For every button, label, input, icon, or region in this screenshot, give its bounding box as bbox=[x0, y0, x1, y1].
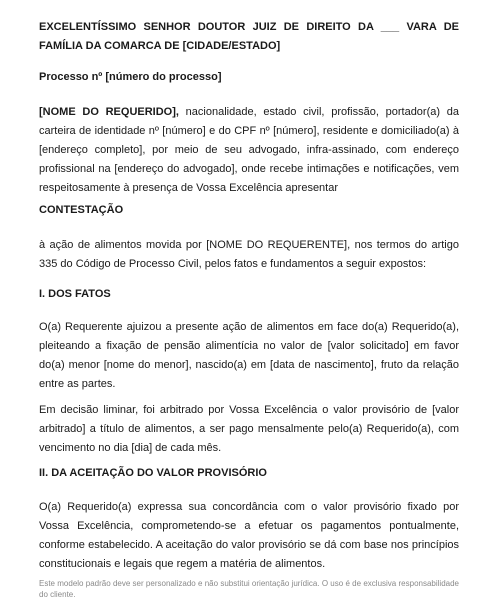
section-2-paragraph-1: O(a) Requerido(a) expressa sua concordância com o valor provisório fixado por Vossa Excelência, comprometendo-se a efetuar os pagamentos pontualmente, conforme estabelecido. A aceitação do valor provisório se dá com base nos princípios constitucionais e legais que regem a matéria de alimentos. bbox=[39, 501, 459, 570]
party-intro-paragraph bbox=[39, 103, 459, 198]
party-intro-text: nacionalidade, estado civil, profissão, portador(a) da carteira de identidade nº [número] e do CPF nº [número], residente e domiciliado(a) à [endereço completo], por meio de seu advogado, infra-assinado, com endereço profissional na [endereço do advogado], onde recebe intimações e notificações, vem respeitosamente à presença de Vossa Excelência apresentar bbox=[39, 106, 459, 194]
section-1-paragraph-1: O(a) Requerente ajuizou a presente ação de alimentos em face do(a) Requerido(a), pleiteando a fixação de pensão alimentícia no valor de [valor solicitado] em favor do(a) menor [nome do menor], nascido(a) em [data de nascimento], fruto da relação entre as partes. bbox=[39, 321, 459, 390]
section-2-heading: II. DA ACEITAÇÃO DO VALOR PROVISÓRIO bbox=[39, 467, 267, 479]
intro-paragraph: à ação de alimentos movida por [NOME DO REQUERENTE], nos termos do artigo 335 do Código de Processo Civil, pelos fatos e fundamentos a seguir expostos: bbox=[39, 239, 459, 270]
section-1-paragraph-2: Em decisão liminar, foi arbitrado por Vossa Excelência o valor provisório de [valor arbitrado] a título de alimentos, a ser pago mensalmente pelo(a) Requerido(a), com vencimento no dia [dia] de cada mês. bbox=[39, 404, 459, 454]
section-1-heading: I. DOS FATOS bbox=[39, 288, 111, 300]
defendant-name: [NOME DO REQUERIDO], bbox=[39, 106, 179, 118]
court-header: EXCELENTÍSSIMO SENHOR DOUTOR JUIZ DE DIREITO DA ___ VARA DE FAMÍLIA DA COMARCA DE [CIDADE/ESTADO] bbox=[39, 21, 459, 52]
disclaimer-note: Este modelo padrão deve ser personalizado e não substitui orientação jurídica. O uso é de exclusiva responsabilidade do cliente. bbox=[39, 579, 459, 599]
document-title: CONTESTAÇÃO bbox=[39, 204, 124, 216]
process-number: Processo nº [número do processo] bbox=[39, 71, 222, 83]
